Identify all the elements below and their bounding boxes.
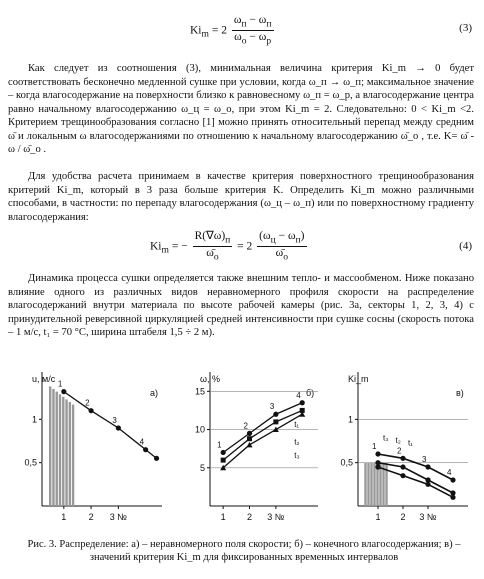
- paragraph-2: Для удобства расчета принимаем в качестве критерия поверхностного трещинообразования критерий Ki_m, который в 3 раза больше критерия K. Определить Ki_m можно различными способами, в частности: по перепаду влагосодержания (ω_ц – ω_п) или по поверхностному градиенту влагосодержания:: [8, 171, 474, 223]
- data-point: [400, 473, 405, 478]
- x-tick-label: 1: [375, 512, 381, 522]
- data-point: [88, 408, 93, 413]
- point-label: 2: [397, 446, 402, 456]
- point-label: 3: [269, 402, 275, 412]
- point-label: 4: [139, 437, 145, 447]
- point-label: 2: [85, 398, 90, 408]
- y-tick-label: 5: [199, 462, 205, 473]
- panel-label: б): [306, 388, 315, 398]
- y-tick-label: 10: [194, 424, 205, 435]
- series-line: [223, 414, 302, 468]
- data-point: [116, 425, 121, 430]
- series-line: [223, 403, 302, 453]
- data-point: [273, 419, 278, 424]
- data-point: [375, 451, 380, 456]
- point-label: 1: [372, 442, 377, 451]
- x-tick-label: 3 №: [109, 512, 127, 522]
- series-line: [64, 392, 157, 459]
- series-name: t₂: [294, 437, 300, 447]
- series-name: t₁: [294, 419, 300, 429]
- series-name: t₃: [383, 433, 389, 443]
- equation-4: $Ki_m$ = − $\frac{R(\nabla\omega)_п}{\omegā_о}$ = 2 $\frac{(\omega_ц - \omega_п)}{\omegā_о}$: [150, 230, 305, 263]
- data-point: [425, 482, 430, 487]
- eq3-lhs: Ki: [190, 24, 202, 37]
- x-tick-label: 1: [61, 512, 67, 522]
- data-point: [450, 495, 455, 500]
- series-line: [378, 463, 453, 493]
- data-point: [400, 456, 405, 461]
- chart-c: [340, 372, 468, 522]
- point-label: 3: [422, 455, 427, 464]
- point-label: 3: [112, 416, 117, 425]
- y-tick-label: 15: [194, 386, 205, 397]
- paragraph-1: Как следует из соотношения (3), минимальная величина критерия Ki_m → 0 будет соответствовать бесконечно медленной сушке при условии, когда ω_п → ω_п; максимальное значение – когда влагосодержание на поверхности близко к равновесному ω_п = ω_р, а влагосодержание центра равно начальному влагосодержанию ω_ц = ω_о, при этом Ki_m = 2. Следовательно: 0 < Ki_m <2. Критерием трещинообразования согласно [1] можно принять относительный перепад между средним ω̄ и локальным ω влагосодержаниями по отношению к начальному влагосодержанию ω̄_о , т.е. K= ω̄ - ω / ω̄_о .: [8, 63, 474, 155]
- data-point: [247, 442, 253, 448]
- panel-label: в): [456, 388, 464, 398]
- series-line: [378, 454, 453, 480]
- point-label: 4: [447, 468, 452, 477]
- data-point: [247, 431, 252, 436]
- data-point: [221, 458, 226, 463]
- point-label: 2: [243, 421, 248, 431]
- point-label: 1: [217, 440, 222, 450]
- chart-b: [195, 372, 318, 522]
- chart-a: [24, 372, 162, 522]
- y-tick-label: 1: [31, 414, 37, 425]
- data-point: [400, 464, 405, 469]
- point-label: 1: [57, 379, 63, 389]
- y-axis-label: Ki_m: [348, 374, 369, 384]
- equation-3-number: (3): [459, 22, 472, 34]
- series-line: [378, 467, 453, 497]
- data-point: [375, 464, 380, 469]
- point-label: 4: [296, 390, 301, 400]
- x-tick-label: 3 №: [419, 512, 437, 522]
- equation-3: $Ki_m = 2$ $\frac{\omega_п - \omega_п}{\omega_о - \omega_р}$: [190, 14, 272, 47]
- data-point: [247, 436, 252, 441]
- x-tick-label: 2: [247, 512, 253, 522]
- series-line: [223, 410, 302, 460]
- panel-label: а): [150, 388, 159, 398]
- y-tick-label: 0,5: [340, 457, 353, 468]
- y-tick-label: 0,5: [24, 457, 37, 468]
- data-point: [221, 450, 226, 455]
- data-point: [425, 464, 430, 469]
- paragraph-3: Динамика процесса сушки определяется также внешним тепло- и массообменом. Ниже показано влияние одного из различных видов неравномерного профиля скорости на распределение влагосодержаний внутри материала по высоте рабочей камеры (рис. 3а, секторы 1, 2, 3, 4) с принудительной реверсивной циркуляцией средней интенсивности при сушке сосны (скорость потока – 1 м/с, t₁ = 70 °C, ширина штабеля 1,5 ÷ 2 м).: [8, 273, 474, 338]
- x-tick-label: 1: [220, 512, 226, 522]
- series-name: t₂: [395, 436, 401, 445]
- data-point: [143, 447, 148, 452]
- data-point: [61, 389, 66, 394]
- data-point: [300, 400, 305, 405]
- x-tick-label: 2: [400, 512, 406, 522]
- data-point: [154, 456, 159, 461]
- x-tick-label: 2: [88, 512, 94, 522]
- series-name: t₁: [408, 438, 413, 448]
- y-tick-label: 1: [347, 414, 353, 425]
- y-axis-label: ω, %: [200, 374, 221, 384]
- eq3-fraction: $\frac{\omega_п - \omega_п}{\omega_о - \omega_р}$: [233, 14, 272, 47]
- data-point: [273, 412, 278, 417]
- figure-3: [0, 368, 484, 538]
- series-name: t₃: [294, 451, 300, 461]
- y-axis-label: u, м/с: [32, 374, 56, 384]
- data-point: [450, 477, 455, 482]
- x-tick-label: 3 №: [267, 512, 285, 522]
- figure-caption: Рис. 3. Распределение: а) – неравномерного поля скорости; б) – конечного влагосодержания; в) – значений критерия Ki_m для фиксированных временных интервалов: [27, 539, 461, 563]
- equation-4-number: (4): [459, 240, 472, 252]
